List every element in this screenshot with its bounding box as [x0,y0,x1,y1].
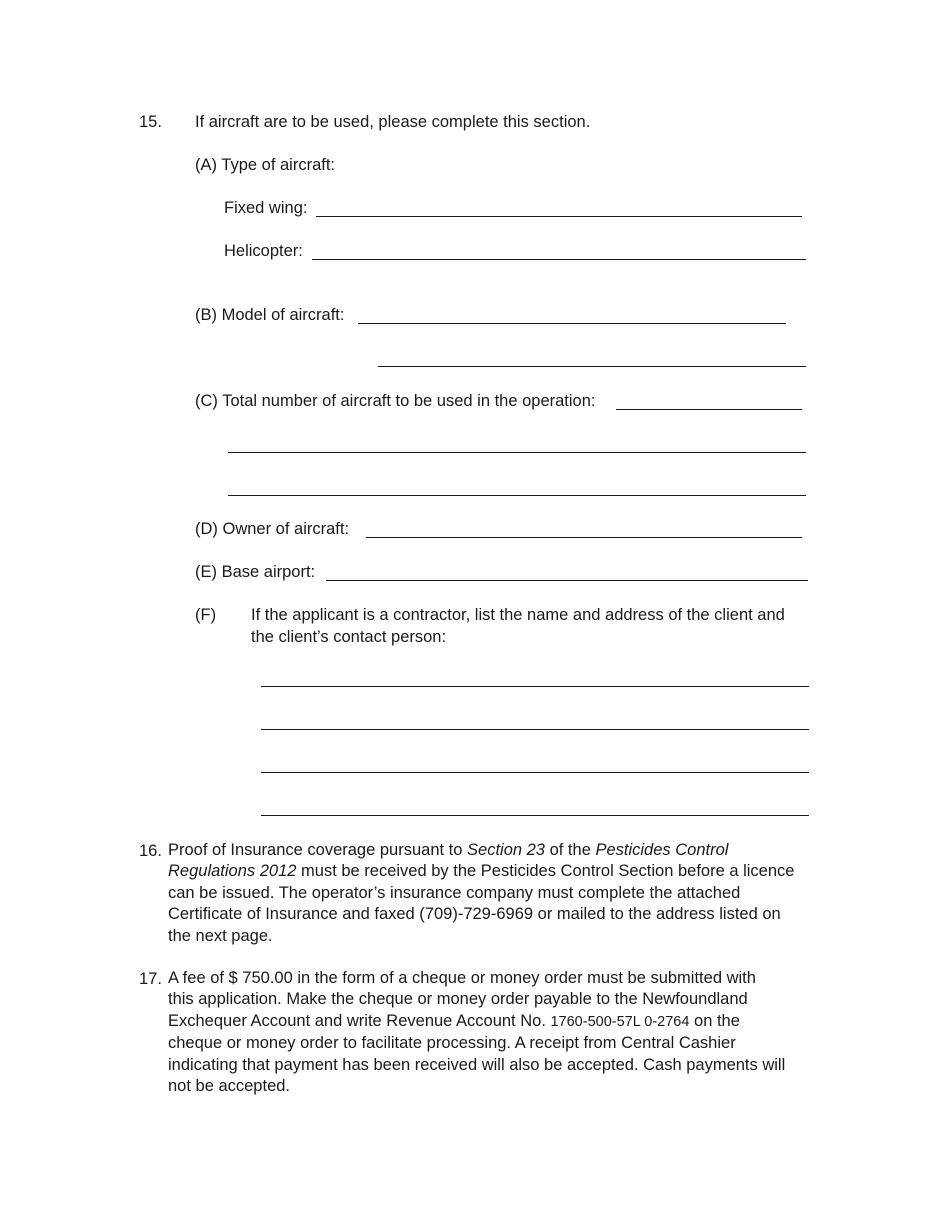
fixed-wing-field[interactable] [316,216,802,217]
q17-text: on the [689,1011,740,1030]
q17-line-2: this application. Make the cheque or money order payable to the Newfoundland [168,990,748,1009]
q16-line-3: can be issued. The operator’s insurance company must complete the attached [168,883,741,902]
regulation-title: Regulations 2012 [168,862,297,881]
q16-line-2 [168,861,794,882]
q15d-label: (D) Owner of aircraft: [195,520,350,538]
q16-text: of the [545,841,596,859]
q15e-label: (E) Base airport: [195,563,316,581]
section-reference: Section 23 [467,841,545,859]
client-info-line-3[interactable] [261,772,809,773]
total-aircraft-extra-line-1[interactable] [228,452,806,453]
q16-text: must be received by the Pesticides Control Section before a licence [296,862,795,881]
q17-line-6: not be accepted. [168,1077,291,1096]
client-info-line-4[interactable] [261,815,809,816]
client-info-line-1[interactable] [261,686,809,687]
total-aircraft-field[interactable] [616,409,802,410]
q16-paragraph [168,840,794,947]
helicopter-label: Helicopter: [224,242,303,260]
q15f-text-line-2: the client’s contact person: [251,628,447,646]
q17-line-1: A fee of $ 750.00 in the form of a cheque or money order must be submitted with [168,969,756,987]
q17-paragraph [168,968,785,1097]
fixed-wing-label: Fixed wing: [224,199,308,217]
q15b-label: (B) Model of aircraft: [195,306,345,324]
q15c-label: (C) Total number of aircraft to be used in the operation: [195,392,596,410]
model-of-aircraft-field-2[interactable] [378,366,806,367]
q15f-label: (F) [195,606,217,624]
q15f-text-line-1: If the applicant is a contractor, list the name and address of the client and [251,606,785,624]
q17-line-5: indicating that payment has been received will also be accepted. Cash payments will [168,1055,786,1074]
q17-number: 17. [139,970,162,988]
revenue-account-number: 1760-500-57L 0-2764 [550,1013,690,1030]
model-of-aircraft-field[interactable] [358,323,786,324]
owner-of-aircraft-field[interactable] [366,537,802,538]
q15-intro: If aircraft are to be used, please complete this section. [195,113,591,131]
q16-line-5: the next page. [168,926,273,945]
q16-line-4: Certificate of Insurance and faxed (709)-729-6969 or mailed to the address listed on [168,905,781,924]
q17-text: Exchequer Account and write Revenue Account No. [168,1011,551,1030]
base-airport-field[interactable] [326,580,808,581]
total-aircraft-extra-line-2[interactable] [228,495,806,496]
client-info-line-2[interactable] [261,729,809,730]
q17-line-3 [168,1011,785,1033]
q16-number: 16. [139,842,162,860]
q17-line-4: cheque or money order to facilitate processing. A receipt from Central Cashier [168,1034,736,1053]
q16-line-1 [168,840,794,861]
regulation-title: Pesticides Control [595,841,729,859]
q15-number: 15. [139,113,162,131]
q15a-label: (A) Type of aircraft: [195,156,335,174]
helicopter-field[interactable] [312,259,806,260]
q16-text: Proof of Insurance coverage pursuant to [168,841,468,859]
